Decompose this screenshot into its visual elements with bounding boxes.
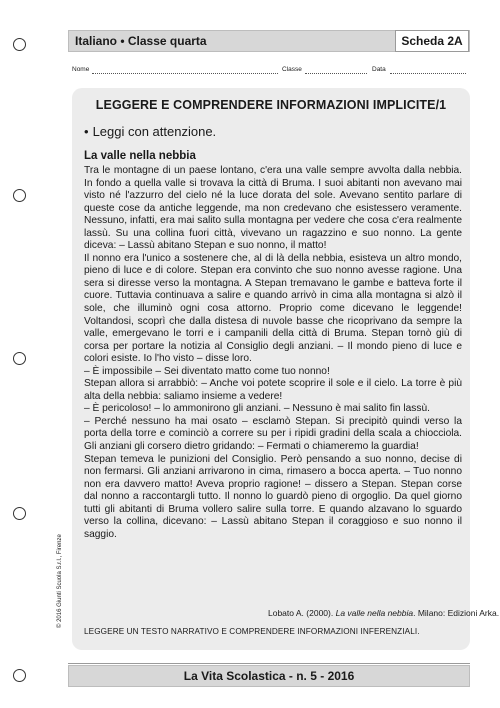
story-title: La valle nella nebbia [84, 150, 196, 162]
section-title: LEGGERE E COMPRENDERE INFORMAZIONI IMPLICITE/1 [95, 98, 447, 112]
instruction [84, 124, 216, 139]
binder-hole [13, 352, 26, 365]
story-text [84, 165, 462, 541]
subject-title: Italiano • Classe quarta [75, 34, 207, 48]
header-bar [68, 30, 470, 52]
divider [68, 663, 470, 664]
binder-hole [13, 507, 26, 520]
scheda-badge: Scheda 2A [395, 30, 469, 52]
classe-field[interactable] [305, 73, 367, 74]
learning-objective: LEGGERE UN TESTO NARRATIVO E COMPRENDERE INFORMAZIONI INFERENZIALI. [84, 627, 420, 636]
footer-bar: La Vita Scolastica - n. 5 - 2016 [68, 665, 470, 687]
story-paragraph: Tra le montagne di un paese lontano, c'era una valle sempre avvolta dalla nebbia. In fondo a quella valle si trovava la città di Bruma. I suoi abitanti non avevano mai visto né l'azzurro del cielo né la luce dorata del sole. Avevano sentito parlare di queste cose da antiche leggende, ma non credevano che esistessero veramente. Nessuno, infatti, era mai salito sulla montagna per vedere che cosa c'era realmente lassù. Su una collina fuori città, vivevano un ragazzino e suo nonno. La gente diceva: – Lassù abitano Stepan e suo nonno, il matto! [84, 165, 462, 252]
nome-field[interactable] [92, 73, 278, 74]
binder-hole [13, 669, 26, 682]
story-paragraph: – Perché nessuno ha mai osato – esclamò Stepan. Si precipitò quindi verso la porta della torre e cominciò a correre su per i ripidi gradini della scala a chiocciola. Gli anziani gli corsero dietro gridando: – Fermati o chiameremo la guardia! [84, 415, 462, 453]
story-paragraph: – È pericoloso! – lo ammonirono gli anziani. – Nessuno è mai salito fin lassù. [84, 403, 430, 415]
binder-hole [13, 189, 26, 202]
citation-publisher: . Milano: Edizioni Arka. [413, 608, 500, 618]
story-paragraph: Il nonno era l'unico a sostenere che, al di là della nebbia, esisteva un altro mondo, pieno di luce e di colore. Stepan era convinto che suo nonno avesse ragione. Una sera si diresse verso la montagna. A Stepan tremavano le gambe e batteva forte il cuore. Tuttavia continuava a salire e quando arrivò in cima alla montagna si alzò il sole, che illuminò ogni cosa attorno. Proprio come dicevano le leggende! Voltandosi, scoprì che dalla distesa di nuvole basse che ricoprivano da sempre la valle, emergevano le torri e i campanili della città di Bruma. Stepan tornò giù di corsa per portare la notizia al Consiglio degli anziani. – Il mondo pieno di luce e colori esiste. Io l'ho visto – disse loro. [84, 252, 462, 365]
citation-author: Lobato A. (2000). [268, 608, 334, 618]
data-field[interactable] [390, 73, 466, 74]
nome-label: Nome [72, 66, 90, 73]
instruction-text: Leggi con attenzione. [92, 124, 217, 139]
bullet-icon: • [84, 124, 89, 139]
classe-label: Classe [282, 66, 302, 73]
student-info-row [72, 66, 468, 78]
story-paragraph: Stepan temeva le punizioni del Consiglio. Però pensando a suo nonno, decise di non fermarsi. Gli anziani arrivarono in cima, rimasero a bocca aperta. – Tuo nonno non era davvero matto! Aveva proprio ragione! – dissero a Stepan. Stepan corse dal nonno a raccontargli tutto. Il nonno lo guardò pieno di orgoglio. Da quel giorno tutti gli abitanti di Bruma vollero salire sulla torre. E quando alzavano lo sguardo verso la collina, dicevano: – Lassù abitano Stepan il coraggioso e suo nonno il saggio. [84, 453, 462, 540]
story-paragraph: Stepan allora si arrabbiò: – Anche voi potete scoprire il sole e il cielo. La torre è più alta della nebbia: saliamo insieme a vedere! [84, 378, 462, 402]
citation [268, 608, 499, 618]
story-paragraph: – È impossibile – Sei diventato matto come tuo nonno! [84, 365, 330, 377]
data-label: Data [372, 66, 386, 73]
binder-hole [13, 38, 26, 51]
copyright-note: © 2016 Giunti Scuola S.r.l., Firenze [57, 534, 63, 628]
citation-book-title: La valle nella nebbia [335, 608, 414, 618]
